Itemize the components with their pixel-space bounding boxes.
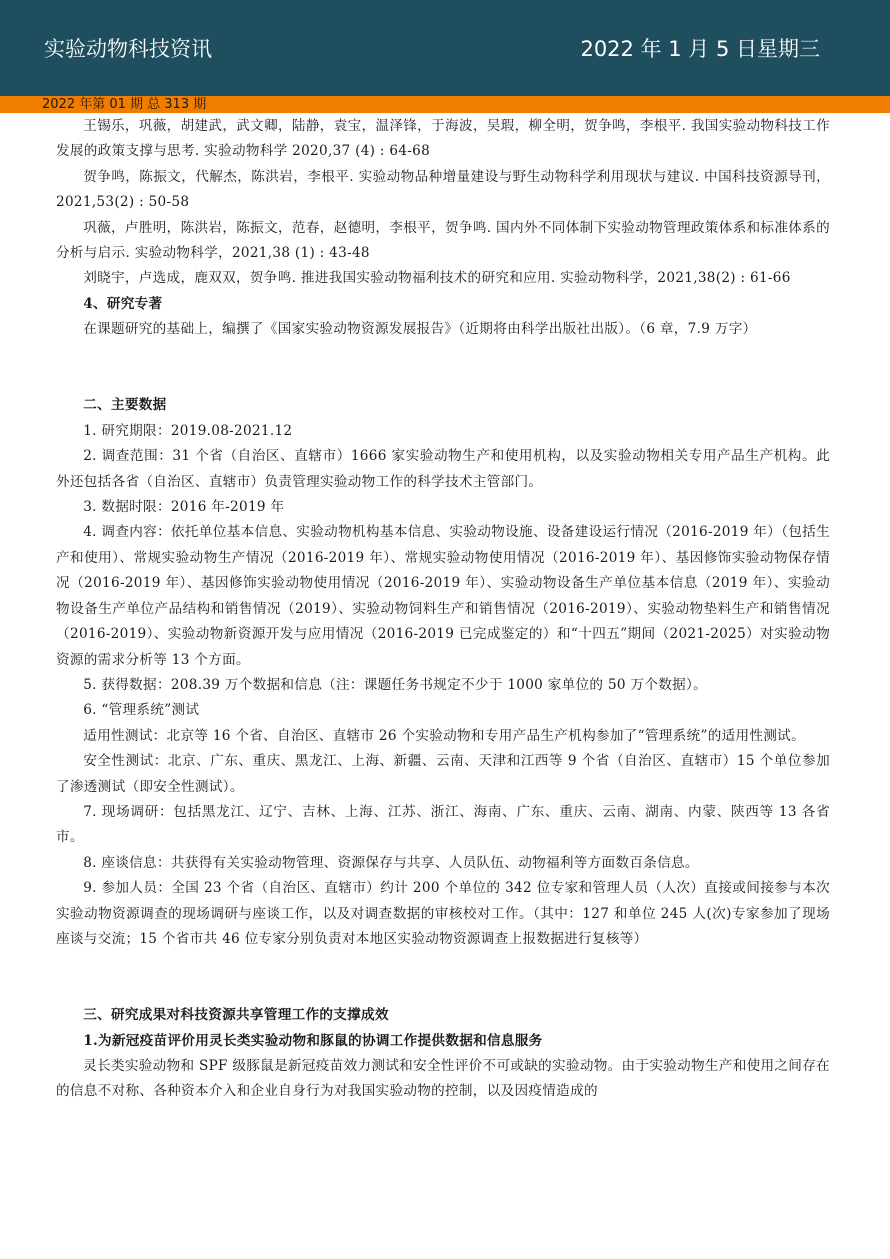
data-item: 6. “管理系统”测试	[83, 702, 200, 719]
publication-title: 实验动物科技资讯	[44, 37, 212, 61]
subsection-heading: 1.为新冠疫苗评价用灵长类实验动物和豚鼠的协调工作提供数据和信息服务	[83, 1032, 543, 1049]
reference-item: 巩薇，卢胜明，陈洪岩，陈振文，范春，赵德明，李根平，贺争鸣. 国内外不同体制下实验动物管理政策体系和标准体系的分析与启示. 实验动物科学，2021,38 (1) : 43-48	[56, 219, 830, 262]
data-item: 9. 参加人员：全国 23 个省（自治区、直辖市）约计 200 个单位的 342 位专家和管理人员（人次）直接或间接参与本次实验动物资源调查的现场调研与座谈工作，以及对调查数据的审核校对工作。（其中：127 和单位 245 人(次)专家参加了现场座谈与交流；15 个省市共 46 位专家分别负责对本地区实验动物资源调查上报数据进行复核等）	[56, 880, 830, 947]
data-item: 1. 研究期限：2019.08-2021.12	[83, 422, 293, 439]
subsection-text: 灵长类实验动物和 SPF 级豚鼠是新冠疫苗效力测试和安全性评价不可或缺的实验动物。由于实验动物生产和使用之间存在的信息不对称、各种资本介入和企业自身行为对我国实验动物的控制，以及因疫情造成的	[56, 1057, 830, 1100]
data-item: 7. 现场调研：包括黑龙江、辽宁、吉林、上海、江苏、浙江、海南、广东、重庆、云南、湖南、内蒙、陕西等 13 各省市。	[56, 803, 830, 846]
data-item: 4. 调查内容：依托单位基本信息、实验动物机构基本信息、实验动物设施、设备建设运行情况（2016-2019 年）（包括生产和使用）、常规实验动物生产情况（2016-2019 年）、常规实验动物使用情况（2016-2019 年）、基因修饰实验动物保存情况（2016-2019 年）、基因修饰实验动物使用情况（2016-2019 年）、实验动物设备生产单位基本信息（2019 年）、实验动物设备生产单位产品结构和销售情况（2019）、实验动物饲料生产和销售情况（2016-2019）、实验动物垫料生产和销售情况（2016-2019）、实验动物新资源开发与应用情况（2016-2019 已完成鉴定的）和“十四五”期间（2021-2025）对实验动物资源的需求分析等 13 个方面。	[56, 524, 830, 668]
issue-number: 2022 年第 01 期 总 313 期	[42, 97, 207, 112]
reference-item: 刘晓宇，卢选成，鹿双双，贺争鸣. 推进我国实验动物福利技术的研究和应用. 实验动物科学，2021,38(2) : 61-66	[83, 270, 791, 287]
data-item: 8. 座谈信息：共获得有关实验动物管理、资源保存与共享、人员队伍、动物福利等方面数百条信息。	[83, 854, 699, 871]
data-item: 适用性测试：北京等 16 个省、自治区、直辖市 26 个实验动物和专用产品生产机构参加了“管理系统”的适用性测试。	[83, 727, 805, 744]
data-item: 5. 获得数据：208.39 万个数据和信息（注：课题任务书规定不少于 1000 家单位的 50 万个数据）。	[83, 676, 708, 693]
data-item: 2. 调查范围：31 个省（自治区、直辖市）1666 家实验动物生产和使用机构，以及实验动物相关专用产品生产机构。此外还包括各省（自治区、直辖市）负责管理实验动物工作的科学技术主管部门。	[56, 448, 830, 490]
section-heading-data: 二、主要数据	[83, 397, 167, 414]
data-item: 安全性测试：北京、广东、重庆、黑龙江、上海、新疆、云南、天津和江西等 9 个省（自治区、直辖市）15 个单位参加了渗透测试（即安全性测试）。	[56, 753, 830, 795]
data-item: 3. 数据时限：2016 年-2019 年	[83, 499, 285, 516]
issue-bar	[0, 96, 890, 113]
reference-item: 王锡乐，巩薇，胡建武，武文卿，陆静，袁宝，温泽锋，于海波，吴瑕，柳全明，贺争鸣，李根平. 我国实验动物科技工作发展的政策支撑与思考. 实验动物科学 2020,37 (4) : 64-68	[56, 118, 830, 160]
page-header	[0, 0, 890, 96]
section-heading-results: 三、研究成果对科技资源共享管理工作的支撑成效	[83, 1007, 389, 1024]
monograph-text: 在课题研究的基础上，编撰了《国家实验动物资源发展报告》（近期将由科学出版社出版）。（6 章，7.9 万字）	[83, 321, 757, 338]
reference-item: 贺争鸣，陈振文，代解杰，陈洪岩，李根平. 实验动物品种增量建设与野生动物科学利用现状与建议. 中国科技资源导刊，2021,53(2) : 50-58	[56, 168, 830, 211]
monograph-heading: 4、研究专著	[83, 295, 163, 312]
article-body	[56, 114, 830, 1105]
publication-date: 2022 年 1 月 5 日星期三	[580, 37, 820, 61]
